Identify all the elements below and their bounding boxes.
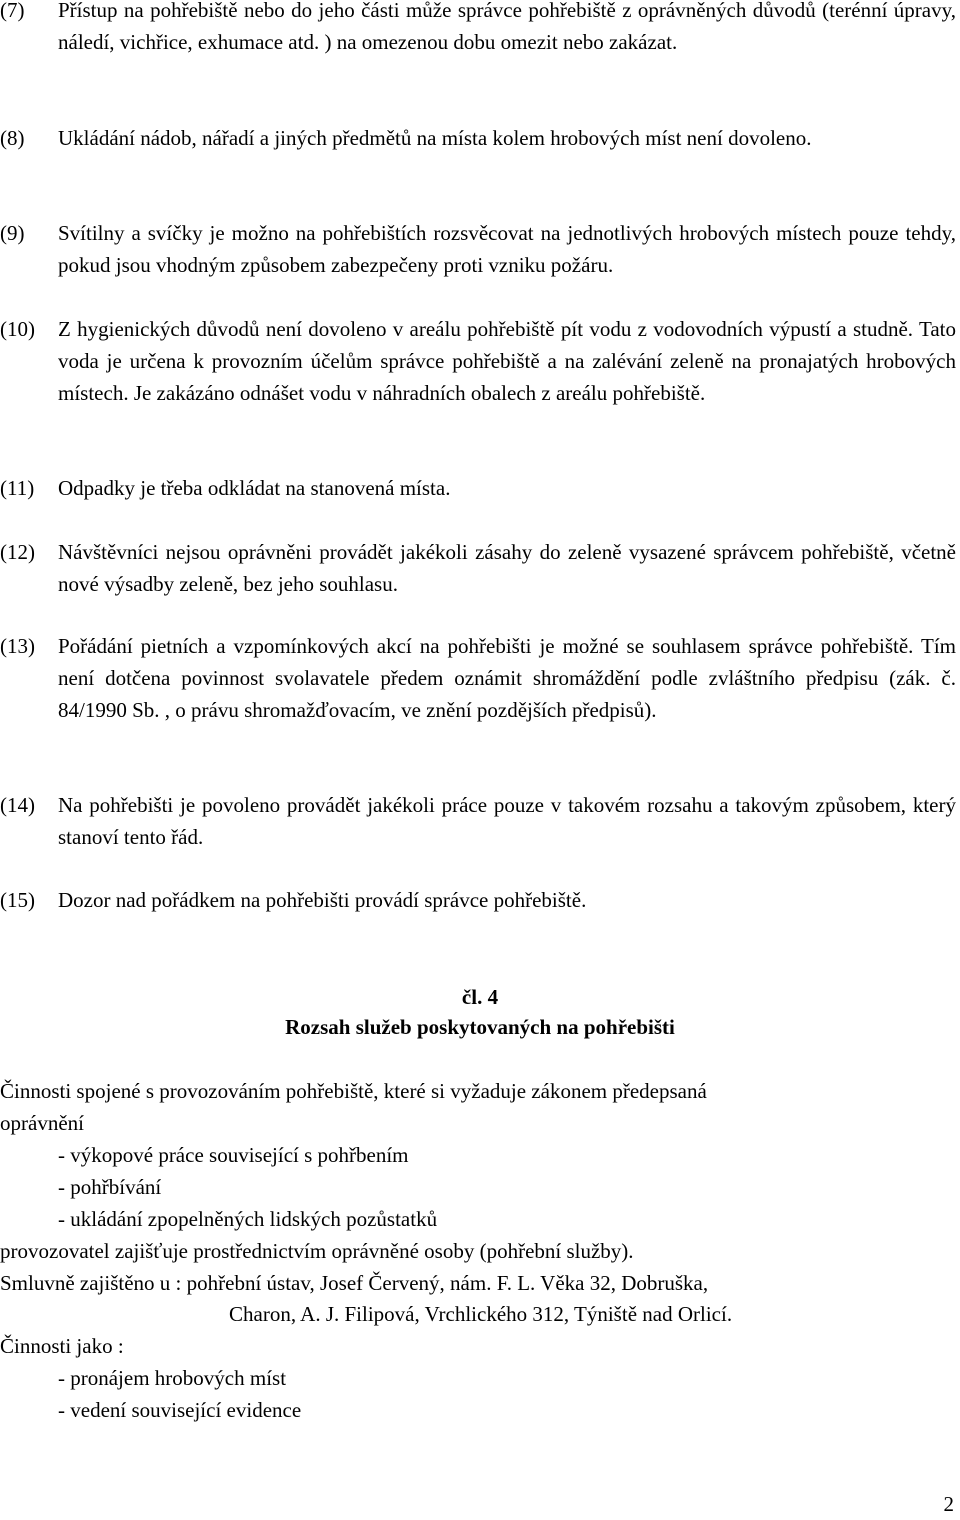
- paragraph-text: Pořádání pietních a vzpomínkových akcí na pohřebišti je možné se souhlasem správce pohřebiště. Tím není dotčena povinnost svolavatele předem oznámit shromáždění podle zvláštního předpisu (zák. č. 84/1990 Sb. , o právu shromažďovacím, ve znění pozdějších předpisů).: [58, 634, 956, 722]
- page-number: 2: [943, 1492, 954, 1516]
- paragraph-number: (14): [0, 793, 35, 817]
- paragraph-number: (15): [0, 888, 35, 912]
- paragraph-text: Dozor nad pořádkem na pohřebišti provádí správce pohřebiště.: [58, 888, 587, 912]
- paragraph-number: (13): [0, 634, 35, 658]
- paragraph-number: (8): [0, 126, 25, 150]
- body-line: Činnosti spojené s provozováním pohřebiště, které si vyžaduje zákonem předepsaná: [0, 1079, 707, 1103]
- list-item: - pronájem hrobových míst: [58, 1366, 287, 1390]
- paragraph-number: (9): [0, 221, 25, 245]
- body-line: Smluvně zajištěno u : pohřební ústav, Josef Červený, nám. F. L. Věka 32, Dobruška,: [0, 1271, 709, 1295]
- paragraph-text: Přístup na pohřebiště nebo do jeho části může správce pohřebiště z oprávněných důvodů (terénní úpravy, náledí, vichřice, exhumace atd. ) na omezenou dobu omezit nebo zakázat.: [58, 0, 956, 54]
- body-line: Charon, A. J. Filipová, Vrchlického 312, Týniště nad Orlicí.: [229, 1302, 733, 1326]
- paragraph-text: Ukládání nádob, nářadí a jiných předmětů na místa kolem hrobových míst není dovoleno.: [58, 126, 812, 150]
- paragraph-text: Na pohřebišti je povoleno provádět jakékoli práce pouze v takovém rozsahu a takovým způsobem, který stanoví tento řád.: [58, 793, 956, 849]
- paragraph-text: Odpadky je třeba odkládat na stanovená místa.: [58, 476, 451, 500]
- paragraph-number: (12): [0, 540, 35, 564]
- body-line: oprávnění: [0, 1111, 84, 1135]
- paragraph-10: [0, 313, 956, 409]
- paragraph-7: [0, 0, 956, 58]
- section-title: Rozsah služeb poskytovaných na pohřebišti: [285, 1015, 675, 1039]
- paragraph-number: (10): [0, 317, 35, 341]
- paragraph-number: (11): [0, 476, 35, 500]
- list-item: - ukládání zpopelněných lidských pozůstatků: [58, 1207, 438, 1231]
- body-line: provozovatel zajišťuje prostřednictvím oprávněné osoby (pohřební služby).: [0, 1239, 634, 1263]
- paragraph-text: Návštěvníci nejsou oprávněni provádět jakékoli zásahy do zeleně vysazené správcem pohřebiště, včetně nové výsadby zeleně, bez jeho souhlasu.: [58, 540, 956, 596]
- paragraph-8: [0, 122, 956, 154]
- section-number: čl. 4: [461, 985, 499, 1009]
- body-line: Činnosti jako :: [0, 1334, 124, 1358]
- paragraph-9: [0, 217, 956, 281]
- list-item: - výkopové práce související s pohřbením: [58, 1143, 409, 1167]
- list-item: - pohřbívání: [58, 1175, 162, 1199]
- paragraph-11: [0, 472, 956, 504]
- paragraph-text: Z hygienických důvodů není dovoleno v areálu pohřebiště pít vodu z vodovodních výpustí a studně. Tato voda je určena k provozním účelům správce pohřebiště a na zalévání zeleně na pronajatých hrobových místech. Je zakázáno odnášet vodu v náhradních obalech z areálu pohřebiště.: [58, 317, 956, 405]
- list-item: - vedení související evidence: [58, 1398, 302, 1422]
- paragraph-number: (7): [0, 0, 25, 22]
- paragraph-13: [0, 630, 956, 726]
- paragraph-14: [0, 789, 956, 853]
- paragraph-12: [0, 536, 956, 600]
- paragraph-15: [0, 884, 956, 916]
- paragraph-text: Svítilny a svíčky je možno na pohřebištích rozsvěcovat na jednotlivých hrobových místech pouze tehdy, pokud jsou vhodným způsobem zabezpečeny proti vzniku požáru.: [58, 221, 956, 277]
